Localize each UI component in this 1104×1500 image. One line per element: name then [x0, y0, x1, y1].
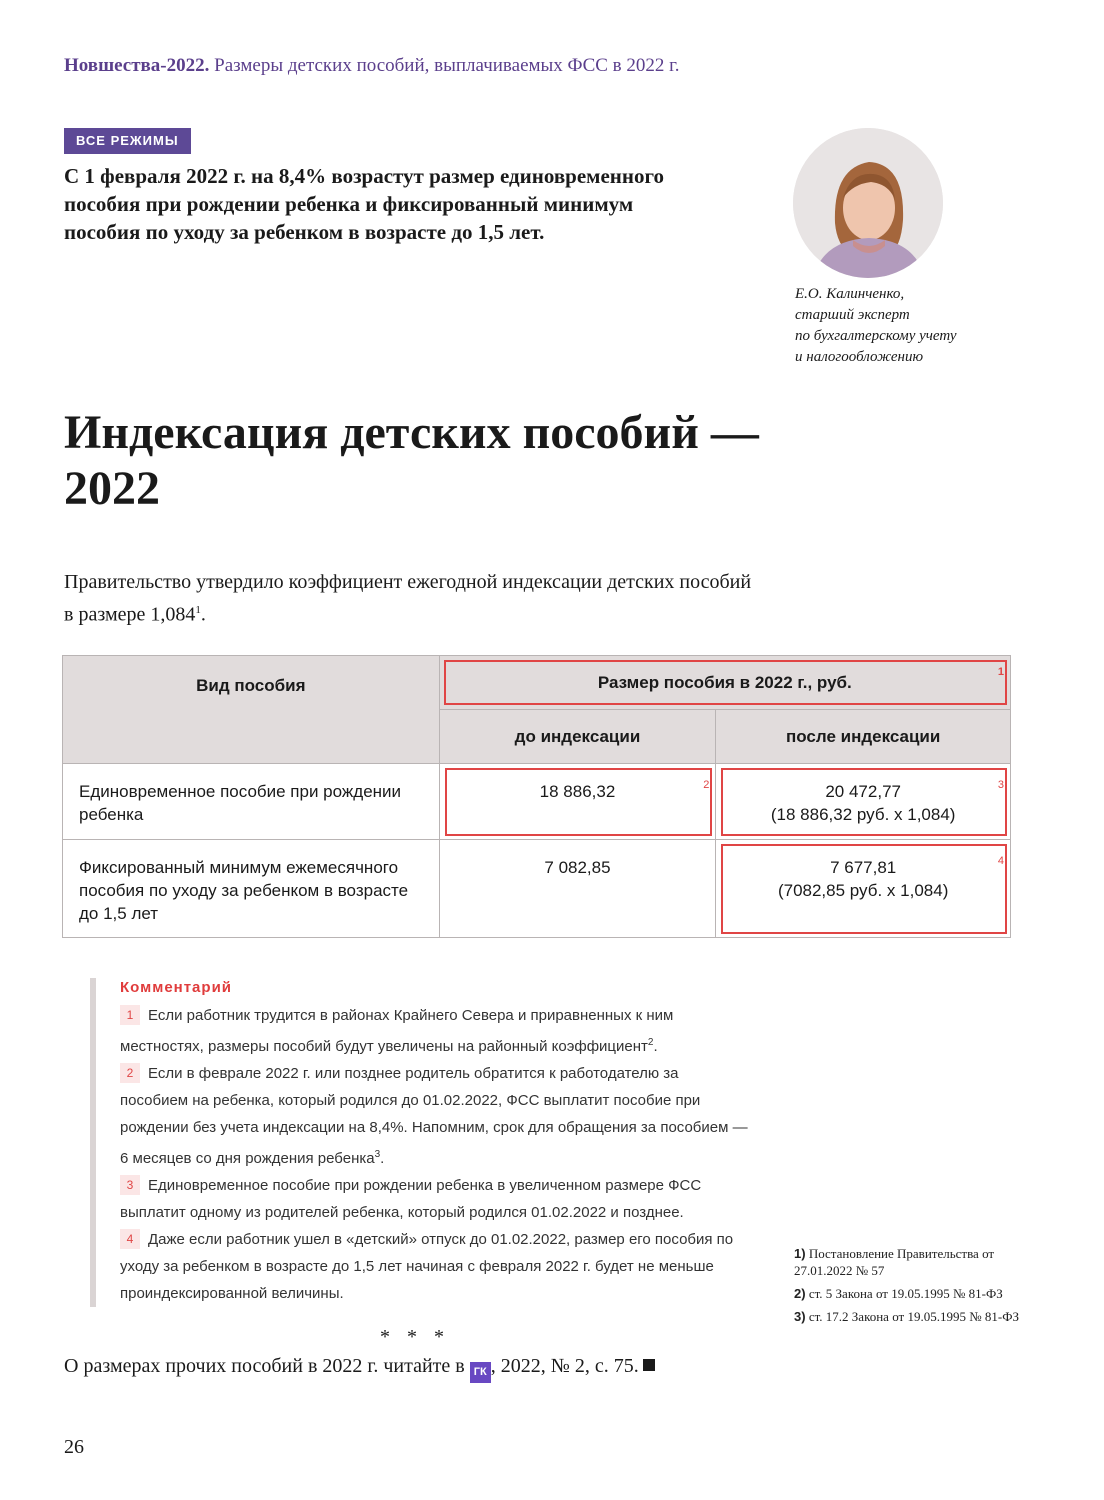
- row-before: [439, 764, 716, 840]
- cell-value: 18 886,32: [539, 782, 616, 801]
- cell-calc: (7082,85 руб. х 1,084): [777, 881, 949, 900]
- footnote-text: ст. 17.2 Закона от 19.05.1995 № 81-ФЗ: [808, 1309, 1019, 1324]
- title-line: Индексация детских пособий —: [64, 406, 759, 459]
- marker-box: [721, 768, 1007, 836]
- comment-number: 3: [120, 1175, 140, 1195]
- separator-stars: * * *: [380, 1326, 450, 1348]
- footnote-ref: 3: [374, 1149, 381, 1160]
- row-type: Единовременное пособие при рождении ребенка: [63, 764, 440, 840]
- author-name: Е.О. Калинченко,: [795, 286, 905, 302]
- title-line: 2022: [64, 462, 160, 515]
- footnote-text: ст. 5 Закона от 19.05.1995 № 81-ФЗ: [808, 1286, 1003, 1301]
- section-label: Новшества-2022.: [64, 55, 210, 76]
- further-reading-text: О размерах прочих пособий в 2022 г. читайте в: [64, 1355, 465, 1377]
- cell-value: 20 472,77: [825, 782, 901, 801]
- intro-paragraph: [64, 568, 764, 629]
- marker-number: 1: [997, 666, 1004, 678]
- running-subtitle: Размеры детских пособий, выплачиваемых ФСС в 2022 г.: [214, 55, 680, 76]
- footnote-text: Постановление Правительства от 27.01.2022 № 57: [794, 1246, 995, 1278]
- benefits-table: [62, 655, 1011, 938]
- comment-item: [120, 1002, 750, 1060]
- row-after: [716, 764, 1011, 840]
- end-square-icon: [643, 1359, 655, 1371]
- intro-end: .: [200, 603, 206, 626]
- author-photo: [793, 128, 943, 278]
- row-after: [716, 840, 1011, 938]
- marker-number: 2: [703, 779, 710, 791]
- col-header-amount-label: Размер пособия в 2022 г., руб.: [597, 672, 852, 692]
- running-head: [64, 55, 680, 77]
- comment-number: 2: [120, 1063, 140, 1083]
- footnote: [794, 1245, 1034, 1279]
- marker-box: [444, 660, 1007, 705]
- footnote-ref: 2: [647, 1037, 654, 1048]
- col-header-after: после индексации: [716, 710, 1011, 764]
- gk-logo-icon: ГК: [470, 1362, 491, 1383]
- comment-heading: Комментарий: [120, 979, 233, 996]
- page-number: 26: [64, 1436, 84, 1458]
- footnote-ref: 1: [195, 604, 201, 616]
- row-type: Фиксированный минимум ежемесячного пособия по уходу за ребенком в возрасте до 1,5 лет: [63, 840, 440, 938]
- author-caption: [795, 284, 957, 368]
- comment-text: Если работник трудится в районах Крайнего Севера и приравненных к ним местностях, размеры пособий будут увеличены на районный коэффициент: [120, 1007, 674, 1055]
- author-role-line: по бухгалтерскому учету: [795, 328, 957, 344]
- comment-block: [90, 978, 750, 1307]
- row-before: 7 082,85: [439, 840, 716, 938]
- intro-text: Правительство утвердило коэффициент ежегодной индексации детских пособий в размере 1,084: [64, 571, 752, 626]
- marker-number: 3: [997, 779, 1004, 791]
- further-reading: [64, 1352, 655, 1383]
- cell-value: 7 677,81: [830, 858, 897, 877]
- comment-number: 4: [120, 1229, 140, 1249]
- comment-item: [120, 1226, 750, 1307]
- author-role-line: старший эксперт: [795, 307, 910, 323]
- further-reading-ref: , 2022, № 2, с. 75.: [490, 1355, 639, 1377]
- cell-calc: (18 886,32 руб. х 1,084): [770, 805, 956, 824]
- marker-box: [445, 768, 713, 836]
- comment-end: .: [380, 1150, 385, 1167]
- article-title: [64, 405, 1044, 517]
- comment-text: Если в феврале 2022 г. или позднее родитель обратится к работодателю за пособием на ребенка, который родился до 01.02.2022, ФСС выплатит пособие при рождении без учета индексации на 8,4%. Напомним, срок для обращения за пособием — 6 месяцев со дня рождения ребенка: [120, 1065, 748, 1167]
- col-header-amount: [439, 656, 1010, 710]
- category-badge: ВСЕ РЕЖИМЫ: [64, 128, 191, 154]
- marker-box: [721, 844, 1007, 934]
- table-row: [63, 840, 1011, 938]
- footnote: [794, 1308, 1034, 1325]
- comment-item: [120, 1060, 750, 1172]
- author-role-line: и налогообложению: [795, 349, 924, 365]
- author-portrait-icon: [793, 128, 943, 278]
- footnote-number: 3): [794, 1309, 806, 1324]
- col-header-type: Вид пособия: [63, 656, 440, 764]
- comment-item: [120, 1172, 750, 1226]
- comment-end: .: [653, 1038, 658, 1055]
- col-header-before: до индексации: [439, 710, 716, 764]
- table-row: [63, 764, 1011, 840]
- comment-number: 1: [120, 1005, 140, 1025]
- footnote: [794, 1285, 1034, 1302]
- comment-text: Единовременное пособие при рождении ребенка в увеличенном размере ФСС выплатит одному из родителей ребенка, который родился 01.02.2022 и позднее.: [120, 1177, 702, 1221]
- marker-number: 4: [997, 855, 1004, 867]
- footnote-number: 2): [794, 1286, 806, 1301]
- lead-paragraph: С 1 февраля 2022 г. на 8,4% возрастут размер единовременного пособия при рождении ребенка и фиксированный минимум пособия по уходу за ребенком в возрасте до 1,5 лет.: [64, 164, 665, 244]
- footnotes: [794, 1245, 1034, 1331]
- footnote-number: 1): [794, 1246, 806, 1261]
- comment-text: Даже если работник ушел в «детский» отпуск до 01.02.2022, размер его пособия по уходу за ребенком в возрасте до 1,5 лет начиная с февраля 2022 г. будет не меньше проиндексированной величины.: [120, 1231, 734, 1302]
